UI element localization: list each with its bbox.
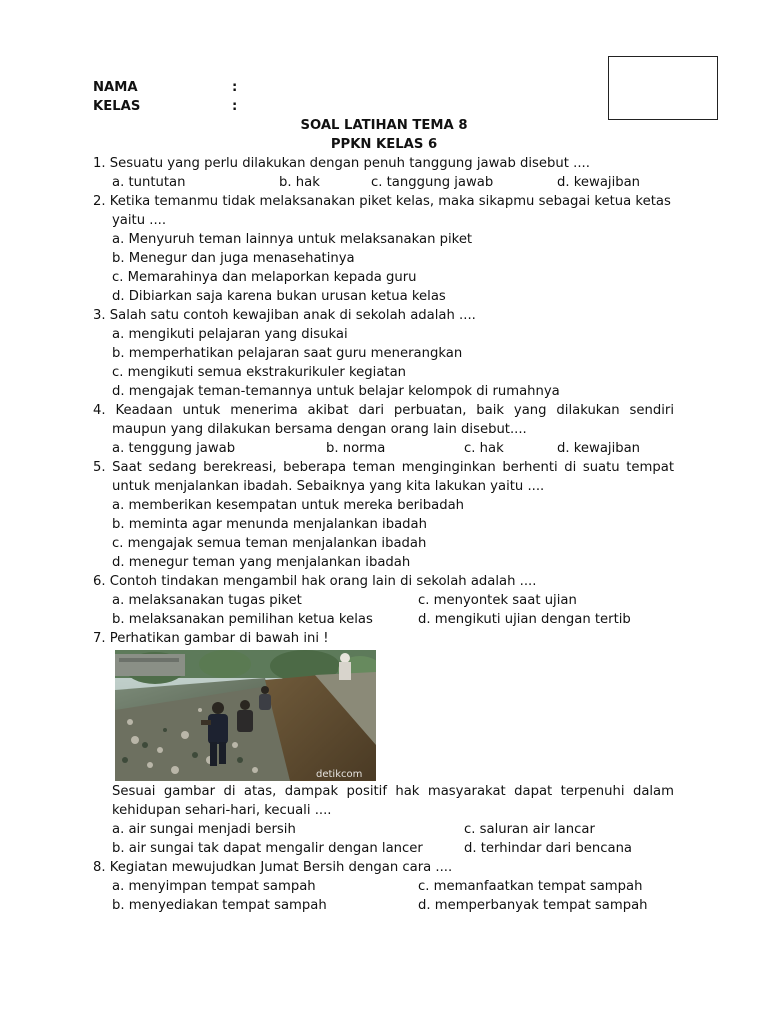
q6-option-b: b. melaksanakan pemilihan ketua kelas [112, 612, 373, 627]
q3-option-b: b. memperhatikan pelajaran saat guru menerangkan [112, 346, 463, 361]
q6-option-c: c. menyontek saat ujian [418, 593, 577, 608]
q2-option-b: b. Menegur dan juga menasehatinya [112, 251, 355, 266]
q4-option-b: b. norma [326, 441, 386, 456]
q5-stem-line1: 5. Saat sedang berekreasi, beberapa teman menginginkan berhenti di suatu tempat [93, 460, 674, 475]
photo-watermark: detikcom [316, 769, 363, 780]
q3-option-a: a. mengikuti pelajaran yang disukai [112, 327, 348, 342]
q7-text-line1: Sesuai gambar di atas, dampak positif hak masyarakat dapat terpenuhi dalam [112, 784, 674, 799]
q4-option-c: c. hak [464, 441, 504, 456]
q2-option-d: d. Dibiarkan saja karena bukan urusan ketua kelas [112, 289, 446, 304]
q7-option-d: d. terhindar dari bencana [464, 841, 633, 856]
q3-stem: 3. Salah satu contoh kewajiban anak di sekolah adalah .... [93, 308, 476, 323]
q7-option-b: b. air sungai tak dapat mengalir dengan lancer [112, 841, 423, 856]
q2-stem-line2: yaitu .... [112, 213, 167, 228]
score-box [608, 56, 718, 120]
q8-option-a: a. menyimpan tempat sampah [112, 879, 316, 894]
q6-stem: 6. Contoh tindakan mengambil hak orang lain di sekolah adalah .... [93, 574, 537, 589]
q8-stem: 8. Kegiatan mewujudkan Jumat Bersih dengan cara .... [93, 860, 453, 875]
q7-stem: 7. Perhatikan gambar di bawah ini ! [93, 631, 329, 646]
river-cleanup-photo [115, 650, 376, 781]
q5-stem-line2: untuk menjalankan ibadah. Sebaiknya yang kita lakukan yaitu .... [112, 479, 545, 494]
q8-option-b: b. menyediakan tempat sampah [112, 898, 327, 913]
q3-option-c: c. mengikuti semua ekstrakurikuler kegiatan [112, 365, 407, 380]
q5-option-b: b. meminta agar menunda menjalankan ibadah [112, 517, 427, 532]
q4-option-d: d. kewajiban [557, 441, 641, 456]
q4-stem-line1: 4. Keadaan untuk menerima akibat dari perbuatan, baik yang dilakukan sendiri [93, 403, 674, 418]
nama-label: NAMA [93, 80, 138, 95]
q8-option-d: d. memperbanyak tempat sampah [418, 898, 648, 913]
q7-option-a: a. air sungai menjadi bersih [112, 822, 296, 837]
q4-option-a: a. tenggung jawab [112, 441, 236, 456]
q1-option-d: d. kewajiban [557, 175, 641, 190]
q1-option-c: c. tanggung jawab [371, 175, 494, 190]
q5-option-a: a. memberikan kesempatan untuk mereka beribadah [112, 498, 465, 513]
q2-stem-line1: 2. Ketika temanmu tidak melaksanakan piket kelas, maka sikapmu sebagai ketua ketas [93, 194, 671, 209]
nama-colon: : [232, 80, 238, 95]
q6-option-a: a. melaksanakan tugas piket [112, 593, 302, 608]
q2-option-c: c. Memarahinya dan melaporkan kepada guru [112, 270, 417, 285]
q7-text-line2: kehidupan sehari-hari, kecuali .... [112, 803, 332, 818]
kelas-label: KELAS [93, 99, 141, 114]
q2-option-a: a. Menyuruh teman lainnya untuk melaksanakan piket [112, 232, 473, 247]
q3-option-d: d. mengajak teman-temannya untuk belajar kelompok di rumahnya [112, 384, 560, 399]
q1-option-a: a. tuntutan [112, 175, 186, 190]
q4-stem-line2: maupun yang dilakukan bersama dengan orang lain disebut.... [112, 422, 527, 437]
q7-option-c: c. saluran air lancar [464, 822, 595, 837]
q5-option-c: c. mengajak semua teman menjalankan ibadah [112, 536, 427, 551]
page-title: SOAL LATIHAN TEMA 8 [300, 118, 468, 133]
q8-option-c: c. memanfaatkan tempat sampah [418, 879, 643, 894]
q1-option-b: b. hak [279, 175, 320, 190]
page-subtitle: PPKN KELAS 6 [330, 137, 438, 152]
q6-option-d: d. mengikuti ujian dengan tertib [418, 612, 631, 627]
q5-option-d: d. menegur teman yang menjalankan ibadah [112, 555, 411, 570]
q1-stem: 1. Sesuatu yang perlu dilakukan dengan penuh tanggung jawab disebut .... [93, 156, 590, 171]
kelas-colon: : [232, 99, 238, 114]
